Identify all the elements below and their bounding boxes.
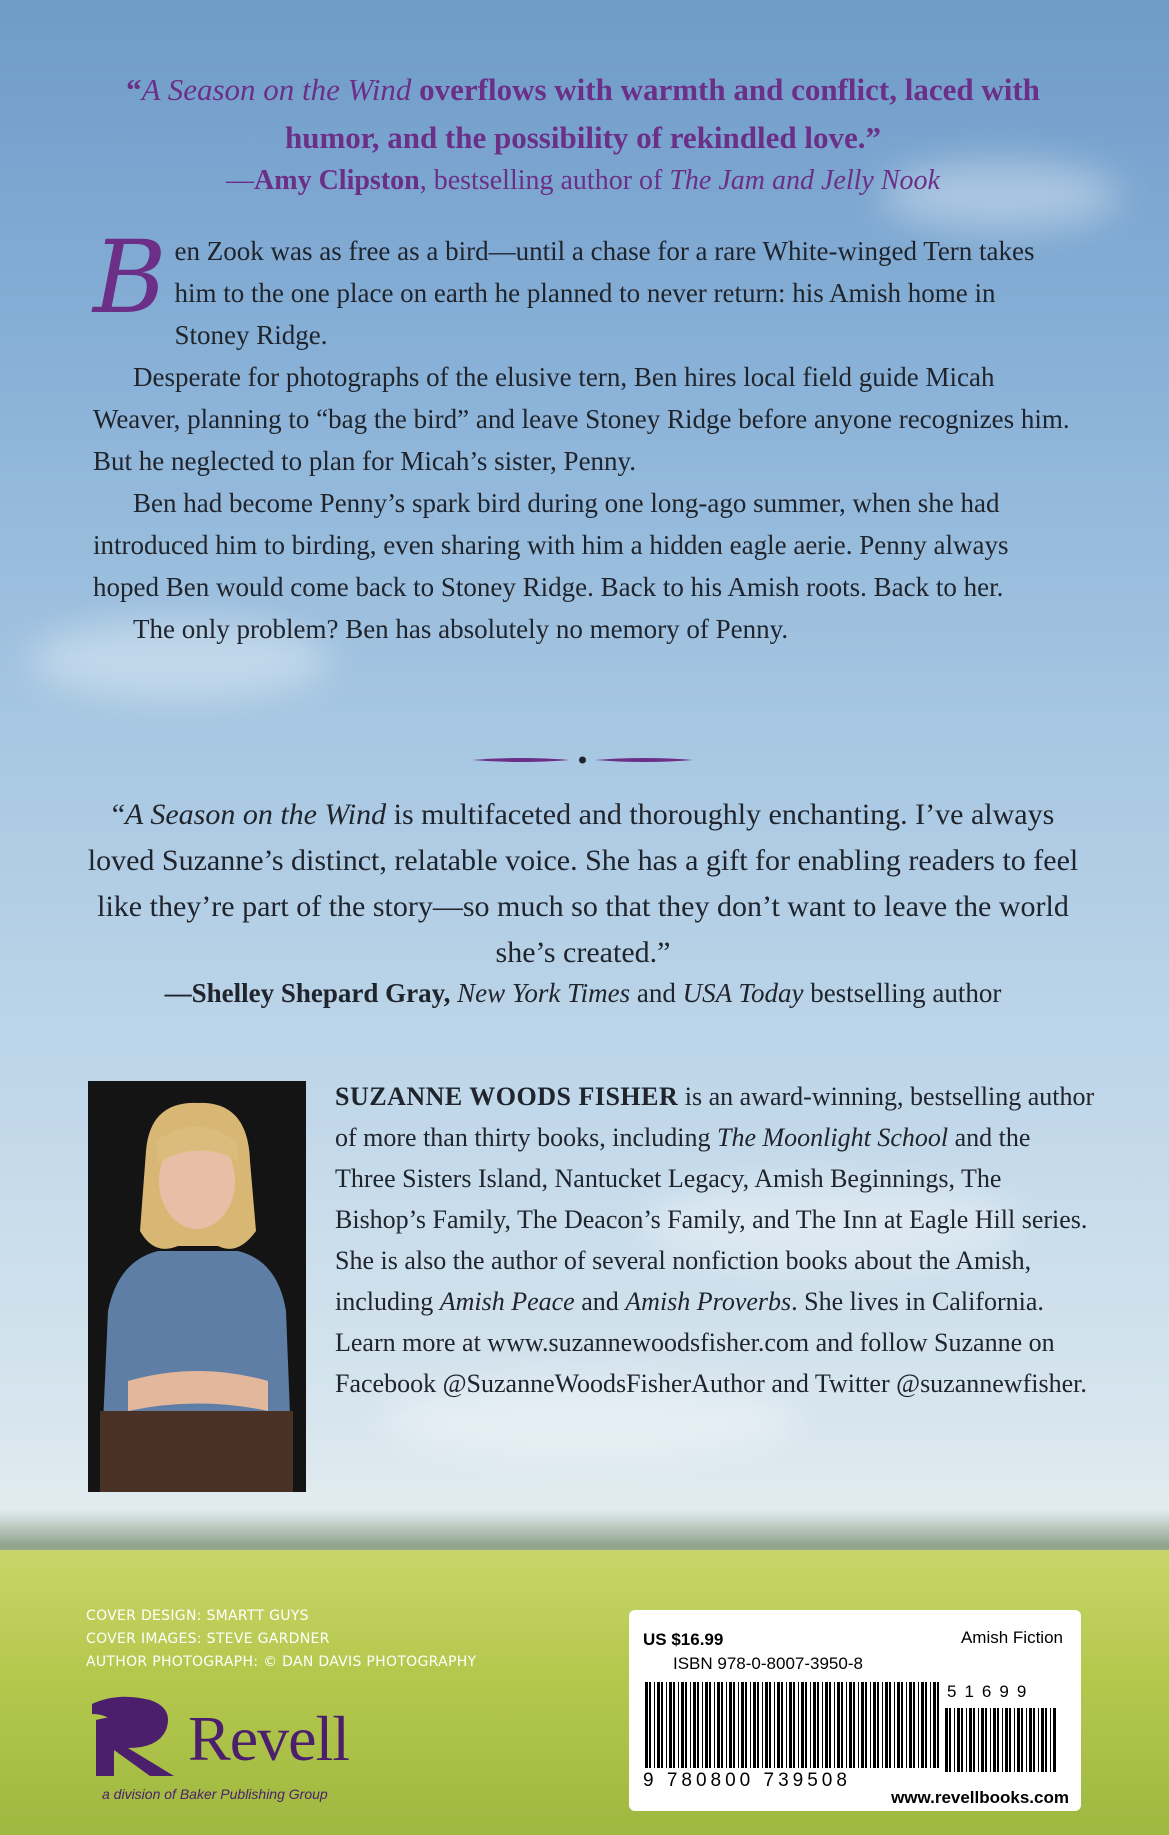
description-paragraph: Ben Zook was as free as a bird—until a chase for a rare White-winged Tern takes him to the one place on earth he planned to never return: his Amish home in Stoney Ridge. (93, 219, 1035, 350)
drop-cap: B (93, 219, 167, 336)
credit-line: AUTHOR PHOTOGRAPH: © DAN DAVIS PHOTOGRAPHY (86, 1654, 477, 1670)
endorsement-quote-top: “A Season on the Wind overflows with warmth and conflict, laced with humor, and the possibility of rekindled love.” (126, 72, 1040, 155)
addon-number: 51699 (947, 1682, 1035, 1701)
ean-barcode (643, 1682, 943, 1772)
addon-barcode (943, 1708, 1059, 1772)
author-photo (88, 1081, 306, 1492)
cover-credits (86, 1605, 476, 1674)
ean-number: 9 780800 739508 (643, 1770, 851, 1791)
credit-line: COVER IMAGES: STEVE GARDNER (86, 1631, 330, 1647)
endorsement-attribution-top: —Amy Clipston, bestselling author of The Jam and Jelly Nook (226, 165, 940, 196)
genre-label: Amish Fiction (960, 1628, 1063, 1647)
isbn-label: ISBN 978-0-8007-3950-8 (673, 1654, 863, 1673)
price-label: US $16.99 (643, 1630, 724, 1649)
barcode-panel (629, 1610, 1081, 1811)
author-bio: SUZANNE WOODS FISHER is an award-winning, bestselling author of more than thirty books, including The Moonlight School and the Three Sisters Island, Nantucket Legacy, Amish Beginnings, The Bishop’s Family, The Deacon’s Family, and The Inn at Eagle Hill series. She is also the author of several nonfiction books about the Amish, including Amish Peace and Amish Proverbs. She lives in California. Learn more at www.suzannewoodsfisher.com and follow Suzanne on Facebook @SuzanneWoodsFisherAuthor and Twitter @suzannewfisher. (335, 1082, 1095, 1398)
author-name: SUZANNE WOODS FISHER (335, 1082, 679, 1111)
publisher-logo (88, 1690, 388, 1800)
ornament-divider (470, 748, 695, 772)
revell-r-icon (88, 1690, 178, 1782)
description-paragraph: The only problem? Ben has absolutely no memory of Penny. (133, 614, 789, 644)
publisher-name: Revell (188, 1703, 350, 1774)
book-title: A Season on the Wind (141, 72, 412, 107)
credit-line: COVER DESIGN: SMARTT GUYS (86, 1608, 309, 1624)
description-paragraph: Ben had become Penny’s spark bird during one long-ago summer, when she had introduced him to birding, even sharing with him a hidden eagle aerie. Penny always hoped Ben would come back to Stoney Ridge. Back to his Amish roots. Back to her. (93, 488, 1009, 602)
book-title: A Season on the Wind (125, 798, 387, 831)
publisher-subtitle: a division of Baker Publishing Group (102, 1786, 328, 1802)
endorsement-attribution-bottom: —Shelley Shepard Gray, New York Times and USA Today bestselling author (164, 978, 1002, 1008)
description-paragraph: Desperate for photographs of the elusive tern, Ben hires local field guide Micah Weaver, planning to “bag the bird” and leave Stoney Ridge before anyone recognizes him. But he neglected to plan for Micah’s sister, Penny. (93, 362, 1070, 476)
endorsement-quote-bottom: “A Season on the Wind is multifaceted and thoroughly enchanting. I’ve always loved Suzanne’s distinct, relatable voice. She has a gift for enabling readers to feel like they’re part of the story—so much so that they don’t want to leave the world she’s created.” (87, 798, 1079, 969)
book-description (93, 219, 1073, 650)
publisher-website: www.revellbooks.com (891, 1788, 1069, 1807)
